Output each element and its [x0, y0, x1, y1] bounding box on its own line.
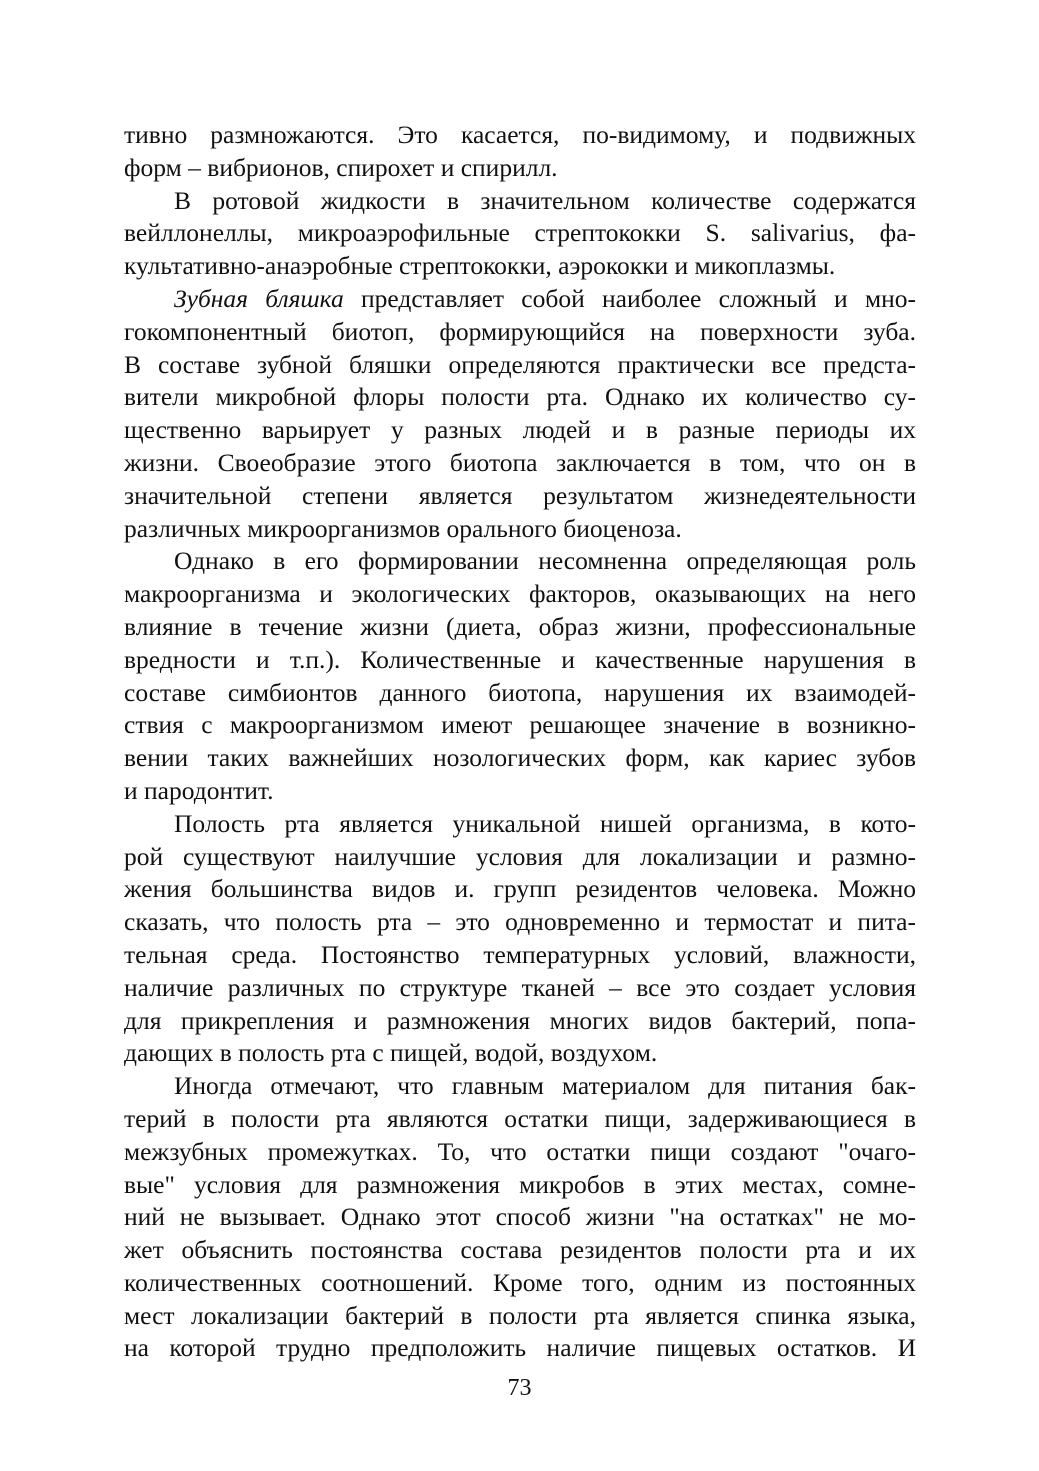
text-line-content: терий в полости рта являются остатки пищи, задерживающиеся в: [124, 1103, 916, 1133]
text-line-content: дающих в полость рта с пищей, водой, воздухом.: [124, 1038, 658, 1068]
text-line-content: количественных соотношений. Кроме того, одним из постоянных: [124, 1267, 916, 1297]
text-line: [124, 644, 916, 677]
text-line-content: вейллонеллы, микроаэрофильные стрептококки S. salivarius, фа-: [124, 218, 916, 248]
text-line-content: Иногда отмечают, что главным материалом для питания бак-: [174, 1071, 916, 1101]
text-line: [124, 611, 916, 644]
text-line: [124, 808, 916, 841]
text-line-content: наличие различных по структуре тканей – все это создает условия: [124, 972, 916, 1002]
text-line-content: Однако в его формировании несомненна определяющая роль: [174, 546, 916, 576]
text-line-content: вредности и т.п.). Количественные и качественные нарушения в: [124, 644, 916, 674]
page-number: 73: [507, 1375, 532, 1401]
text-line: [124, 1070, 916, 1103]
text-line-content: составе симбионтов данного биотопа, нарушения их взаимодей-: [124, 677, 916, 707]
text-line-content: различных микроорганизмов орального биоценоза.: [124, 513, 682, 543]
text-line-content: щественно варьирует у разных людей и в разные периоды их: [124, 415, 916, 445]
text-line-content: значительной степени является результатом жизнедеятельности: [124, 480, 916, 510]
text-line: [124, 414, 916, 447]
italic-term: Зубная бляшка: [174, 283, 344, 313]
text-line-content: и пародонтит.: [124, 775, 274, 805]
text-line-content: вении таких важнейших нозологических форм, как кариес зубов: [124, 743, 916, 773]
text-line-content: сказать, что полость рта – это одновременно и термостат и пита-: [124, 907, 916, 937]
text-line: [124, 841, 916, 874]
text-line-content: ствия с макроорганизмом имеют решающее значение в возникно-: [124, 710, 916, 740]
text-line: [124, 217, 916, 250]
text-line: [124, 1037, 916, 1070]
text-line: [124, 742, 916, 775]
text-line: [124, 775, 916, 808]
text-line-content: тельная среда. Постоянство температурных условий, влажности,: [124, 939, 916, 969]
text-line-content: В ротовой жидкости в значительном количестве содержатся: [174, 185, 916, 215]
text-line: [124, 709, 916, 742]
text-line: [124, 873, 916, 906]
page-body-text: [124, 119, 916, 1419]
text-line: [124, 1201, 916, 1234]
text-line-content: мест локализации бактерий в полости рта является спинка языка,: [124, 1300, 916, 1330]
text-line-content: жизни. Своеобразие этого биотопа заключается в том, что он в: [124, 447, 916, 477]
text-line: [124, 677, 916, 710]
text-line-content: рой существуют наилучшие условия для локализации и размно-: [124, 841, 916, 871]
text-line: [124, 1300, 916, 1333]
text-line-content: форм – вибрионов, спирохет и спирилл.: [124, 152, 558, 182]
text-line-content: тивно размножаются. Это касается, по-видимому, и подвижных: [124, 120, 916, 149]
text-line-content: вые" условия для размножения микробов в этих местах, сомне-: [124, 1169, 916, 1199]
text-line: [124, 578, 916, 611]
text-line-content: межзубных промежутках. То, что остатки пищи создают "очаго-: [124, 1136, 916, 1166]
text-line: [124, 381, 916, 414]
text-line-content: на которой трудно предположить наличие пищевых остатков. И: [124, 1333, 916, 1363]
text-line-content: жет объяснить постоянства состава резидентов полости рта и их: [124, 1235, 916, 1265]
text-line-content: культативно-анаэробные стрептококки, аэрококки и микоплазмы.: [124, 251, 836, 281]
text-line: [124, 545, 916, 578]
text-line-content: Полость рта является уникальной нишей организма, в кото-: [174, 808, 916, 838]
text-line-content: макроорганизма и экологических факторов, оказывающих на него: [124, 579, 916, 609]
text-line-content: влияние в течение жизни (диета, образ жизни, профессиональные: [124, 611, 916, 641]
text-line-content: представляет собой наиболее сложный и мно-: [343, 283, 916, 313]
text-line: [124, 283, 916, 316]
text-line: [124, 1234, 916, 1267]
text-line: [124, 1005, 916, 1038]
text-line: [124, 1332, 916, 1365]
text-line: [124, 349, 916, 382]
text-line: [124, 939, 916, 972]
text-line: [124, 185, 916, 218]
text-line: [124, 513, 916, 546]
text-line-content: для прикрепления и размножения многих видов бактерий, попа-: [124, 1005, 916, 1035]
text-line: [124, 906, 916, 939]
text-line: [124, 447, 916, 480]
text-line-content: жения большинства видов и. групп резидентов человека. Можно: [124, 874, 916, 904]
text-line: [124, 316, 916, 349]
text-line: [124, 152, 916, 185]
text-line: [124, 480, 916, 513]
text-line: [124, 119, 916, 152]
text-line: [124, 1169, 916, 1202]
text-line-content: ний не вызывает. Однако этот способ жизни "на остатках" не мо-: [124, 1202, 916, 1232]
text-line: [124, 1136, 916, 1169]
text-line: [124, 1103, 916, 1136]
text-line-content: вители микробной флоры полости рта. Однако их количество су-: [124, 382, 916, 412]
text-line: [124, 1267, 916, 1300]
text-line: [124, 972, 916, 1005]
text-line: [124, 250, 916, 283]
text-line-content: гокомпонентный биотоп, формирующийся на поверхности зуба.: [124, 316, 916, 346]
text-line-content: В составе зубной бляшки определяются практически все предста-: [124, 349, 916, 379]
